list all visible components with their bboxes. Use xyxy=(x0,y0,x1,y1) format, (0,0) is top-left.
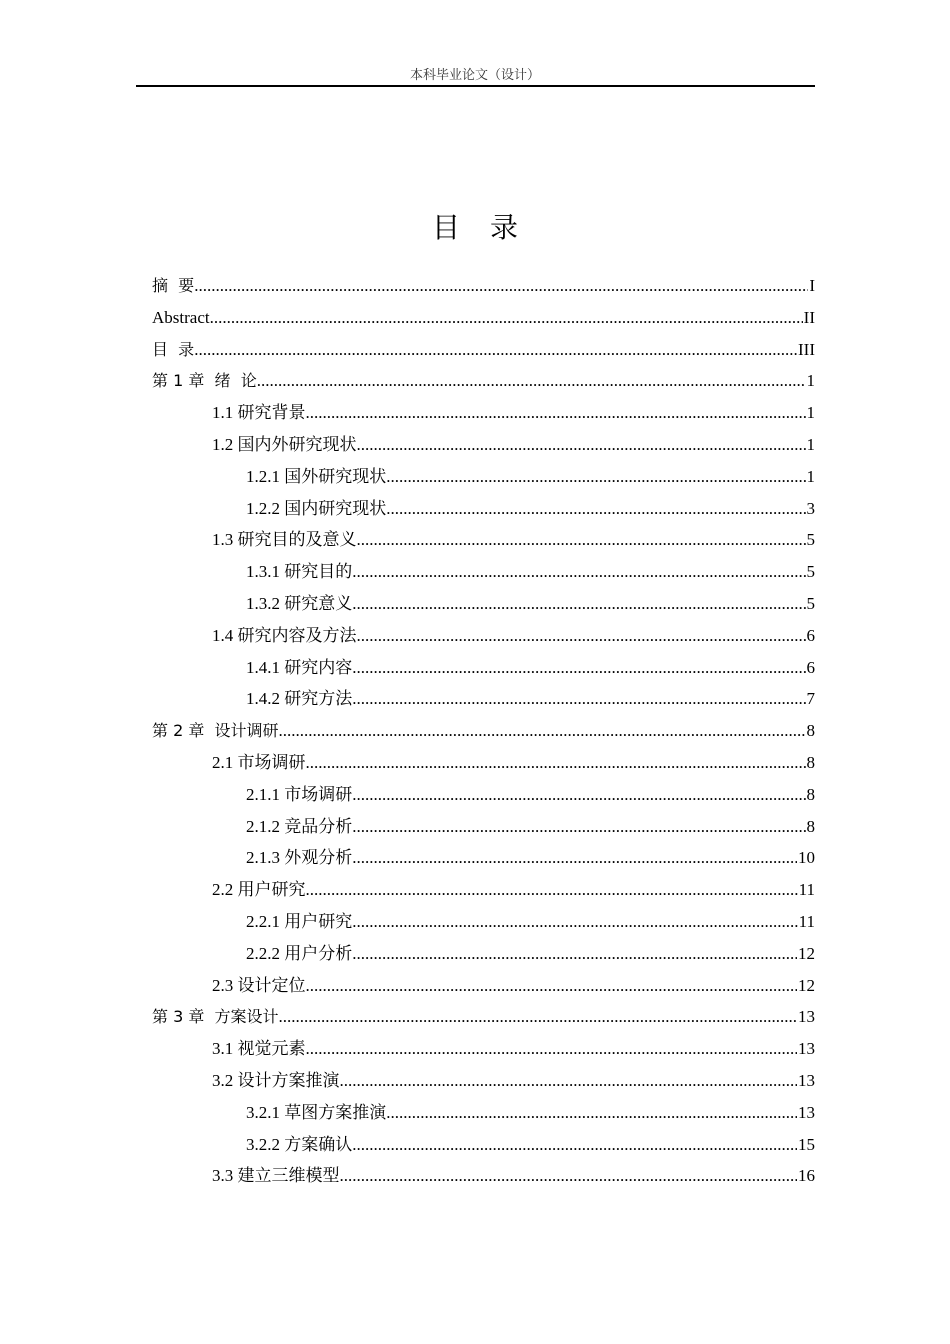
toc-entry-page: 10 xyxy=(798,848,815,868)
toc-entry-title: 1.2.2 国内研究现状 xyxy=(246,498,387,518)
page-title: 目录 xyxy=(431,211,548,244)
dot-leader xyxy=(386,461,805,493)
toc-entry[interactable] xyxy=(152,811,815,843)
toc-entry-title: 1.4.1 研究内容 xyxy=(246,657,353,677)
toc-entry[interactable] xyxy=(152,1097,815,1129)
toc-entry-title: Abstract xyxy=(152,307,210,327)
toc-entry-page: 1 xyxy=(806,434,815,454)
toc-entry[interactable] xyxy=(152,270,815,302)
toc-entry[interactable] xyxy=(152,1160,815,1192)
dot-leader xyxy=(386,493,805,525)
dot-leader xyxy=(306,1033,798,1065)
toc-entry-title: 2.1.3 外观分析 xyxy=(246,848,353,868)
dot-leader xyxy=(352,1129,797,1161)
dot-leader xyxy=(340,1065,798,1097)
toc-entry[interactable] xyxy=(152,1129,815,1161)
toc-entry[interactable] xyxy=(152,1001,815,1033)
toc-entry-page: II xyxy=(803,307,815,327)
toc-entry[interactable] xyxy=(152,842,815,874)
dot-leader xyxy=(352,938,797,970)
toc-entry-page: 1 xyxy=(806,466,815,486)
toc-entry-title: 1.3 研究目的及意义 xyxy=(212,530,357,550)
toc-entry-title: 2.2.1 用户研究 xyxy=(246,911,353,931)
toc-entry-page: I xyxy=(809,276,815,295)
toc-entry-page: III xyxy=(798,339,815,359)
toc-entry[interactable] xyxy=(152,397,815,429)
toc-entry[interactable] xyxy=(152,1033,815,1065)
page-header: 本科毕业论文（设计） xyxy=(409,67,540,82)
toc-entry-title: 第 3 章 方案设计 xyxy=(152,1007,279,1027)
dot-leader xyxy=(352,683,805,715)
toc-entry-title: 2.1.1 市场调研 xyxy=(246,784,353,804)
toc-entry-title: 摘 要 xyxy=(152,276,195,295)
toc-entry[interactable] xyxy=(152,652,815,684)
toc-entry[interactable] xyxy=(152,683,815,715)
toc-entry[interactable] xyxy=(152,779,815,811)
toc-entry-page: 1 xyxy=(806,403,815,423)
toc-entry-title: 3.2 设计方案推演 xyxy=(212,1070,340,1090)
dot-leader xyxy=(257,365,806,397)
toc-entry[interactable] xyxy=(152,461,815,493)
dot-leader xyxy=(306,397,806,429)
toc-entry-page: 6 xyxy=(806,625,815,645)
toc-entry-title: 1.3.1 研究目的 xyxy=(246,562,353,582)
toc-entry-page: 16 xyxy=(798,1166,815,1186)
dot-leader xyxy=(352,652,805,684)
dot-leader xyxy=(357,524,806,556)
toc-entry-page: 13 xyxy=(798,1070,815,1090)
toc-entry-title: 3.3 建立三维模型 xyxy=(212,1166,340,1186)
toc-entry-title: 目 录 xyxy=(152,339,195,359)
toc-entry-title: 1.3.2 研究意义 xyxy=(246,593,353,613)
toc-entry-title: 1.2 国内外研究现状 xyxy=(212,434,357,454)
toc-entry[interactable] xyxy=(152,747,815,779)
dot-leader xyxy=(352,811,805,843)
toc-entry[interactable] xyxy=(152,302,815,334)
dot-leader xyxy=(279,715,806,747)
toc-entry-page: 1 xyxy=(806,371,815,391)
toc-entry-page: 7 xyxy=(806,689,815,709)
dot-leader xyxy=(386,1097,797,1129)
toc-entry-title: 1.2.1 国外研究现状 xyxy=(246,466,387,486)
toc-entry-page: 5 xyxy=(806,593,815,613)
toc-entry-page: 8 xyxy=(806,784,815,804)
dot-leader xyxy=(357,620,806,652)
toc-entry-title: 2.1.2 竞品分析 xyxy=(246,816,353,836)
toc-entry[interactable] xyxy=(152,524,815,556)
dot-leader xyxy=(352,556,805,588)
header-rule xyxy=(136,85,815,87)
toc-entry[interactable] xyxy=(152,334,815,366)
toc-entry-title: 2.1 市场调研 xyxy=(212,752,306,772)
table-of-contents xyxy=(152,270,815,1192)
toc-entry[interactable] xyxy=(152,620,815,652)
dot-leader xyxy=(194,270,808,302)
toc-entry-page: 6 xyxy=(806,657,815,677)
toc-entry[interactable] xyxy=(152,588,815,620)
toc-entry-page: 13 xyxy=(798,1102,815,1122)
dot-leader xyxy=(306,970,798,1002)
toc-entry[interactable] xyxy=(152,970,815,1002)
toc-entry[interactable] xyxy=(152,429,815,461)
toc-entry-title: 2.2 用户研究 xyxy=(212,880,306,900)
toc-entry-title: 1.4.2 研究方法 xyxy=(246,689,353,709)
toc-entry[interactable] xyxy=(152,874,815,906)
toc-entry-page: 13 xyxy=(798,1007,815,1027)
toc-entry[interactable] xyxy=(152,493,815,525)
toc-entry-page: 11 xyxy=(798,911,815,931)
toc-entry-page: 12 xyxy=(798,975,815,995)
dot-leader xyxy=(306,747,806,779)
toc-entry-title: 1.1 研究背景 xyxy=(212,403,306,423)
toc-entry[interactable] xyxy=(152,1065,815,1097)
toc-entry[interactable] xyxy=(152,556,815,588)
toc-entry[interactable] xyxy=(152,906,815,938)
toc-entry-title: 3.1 视觉元素 xyxy=(212,1039,306,1059)
toc-entry-page: 5 xyxy=(806,562,815,582)
toc-entry-title: 1.4 研究内容及方法 xyxy=(212,625,357,645)
toc-entry-title: 2.3 设计定位 xyxy=(212,975,306,995)
dot-leader xyxy=(352,842,797,874)
toc-entry-page: 13 xyxy=(798,1039,815,1059)
dot-leader xyxy=(210,302,803,334)
dot-leader xyxy=(194,334,797,366)
toc-entry-title: 2.2.2 用户分析 xyxy=(246,943,353,963)
toc-entry-page: 8 xyxy=(806,721,815,741)
toc-entry-page: 12 xyxy=(798,943,815,963)
toc-entry-title: 第 2 章 设计调研 xyxy=(152,721,279,741)
dot-leader xyxy=(306,874,798,906)
toc-entry-page: 8 xyxy=(806,816,815,836)
toc-entry-page: 15 xyxy=(798,1134,815,1154)
dot-leader xyxy=(340,1160,798,1192)
dot-leader xyxy=(357,429,806,461)
dot-leader xyxy=(279,1001,797,1033)
toc-entry[interactable] xyxy=(152,365,815,397)
dot-leader xyxy=(352,906,797,938)
toc-entry-page: 3 xyxy=(806,498,815,518)
toc-entry[interactable] xyxy=(152,715,815,747)
toc-entry-page: 11 xyxy=(798,880,815,900)
toc-entry-page: 5 xyxy=(806,530,815,550)
dot-leader xyxy=(352,779,805,811)
toc-entry-page: 8 xyxy=(806,752,815,772)
toc-entry-title: 3.2.2 方案确认 xyxy=(246,1134,353,1154)
toc-entry-title: 第 1 章 绪 论 xyxy=(152,371,257,391)
toc-entry-title: 3.2.1 草图方案推演 xyxy=(246,1102,387,1122)
toc-entry[interactable] xyxy=(152,938,815,970)
dot-leader xyxy=(352,588,805,620)
